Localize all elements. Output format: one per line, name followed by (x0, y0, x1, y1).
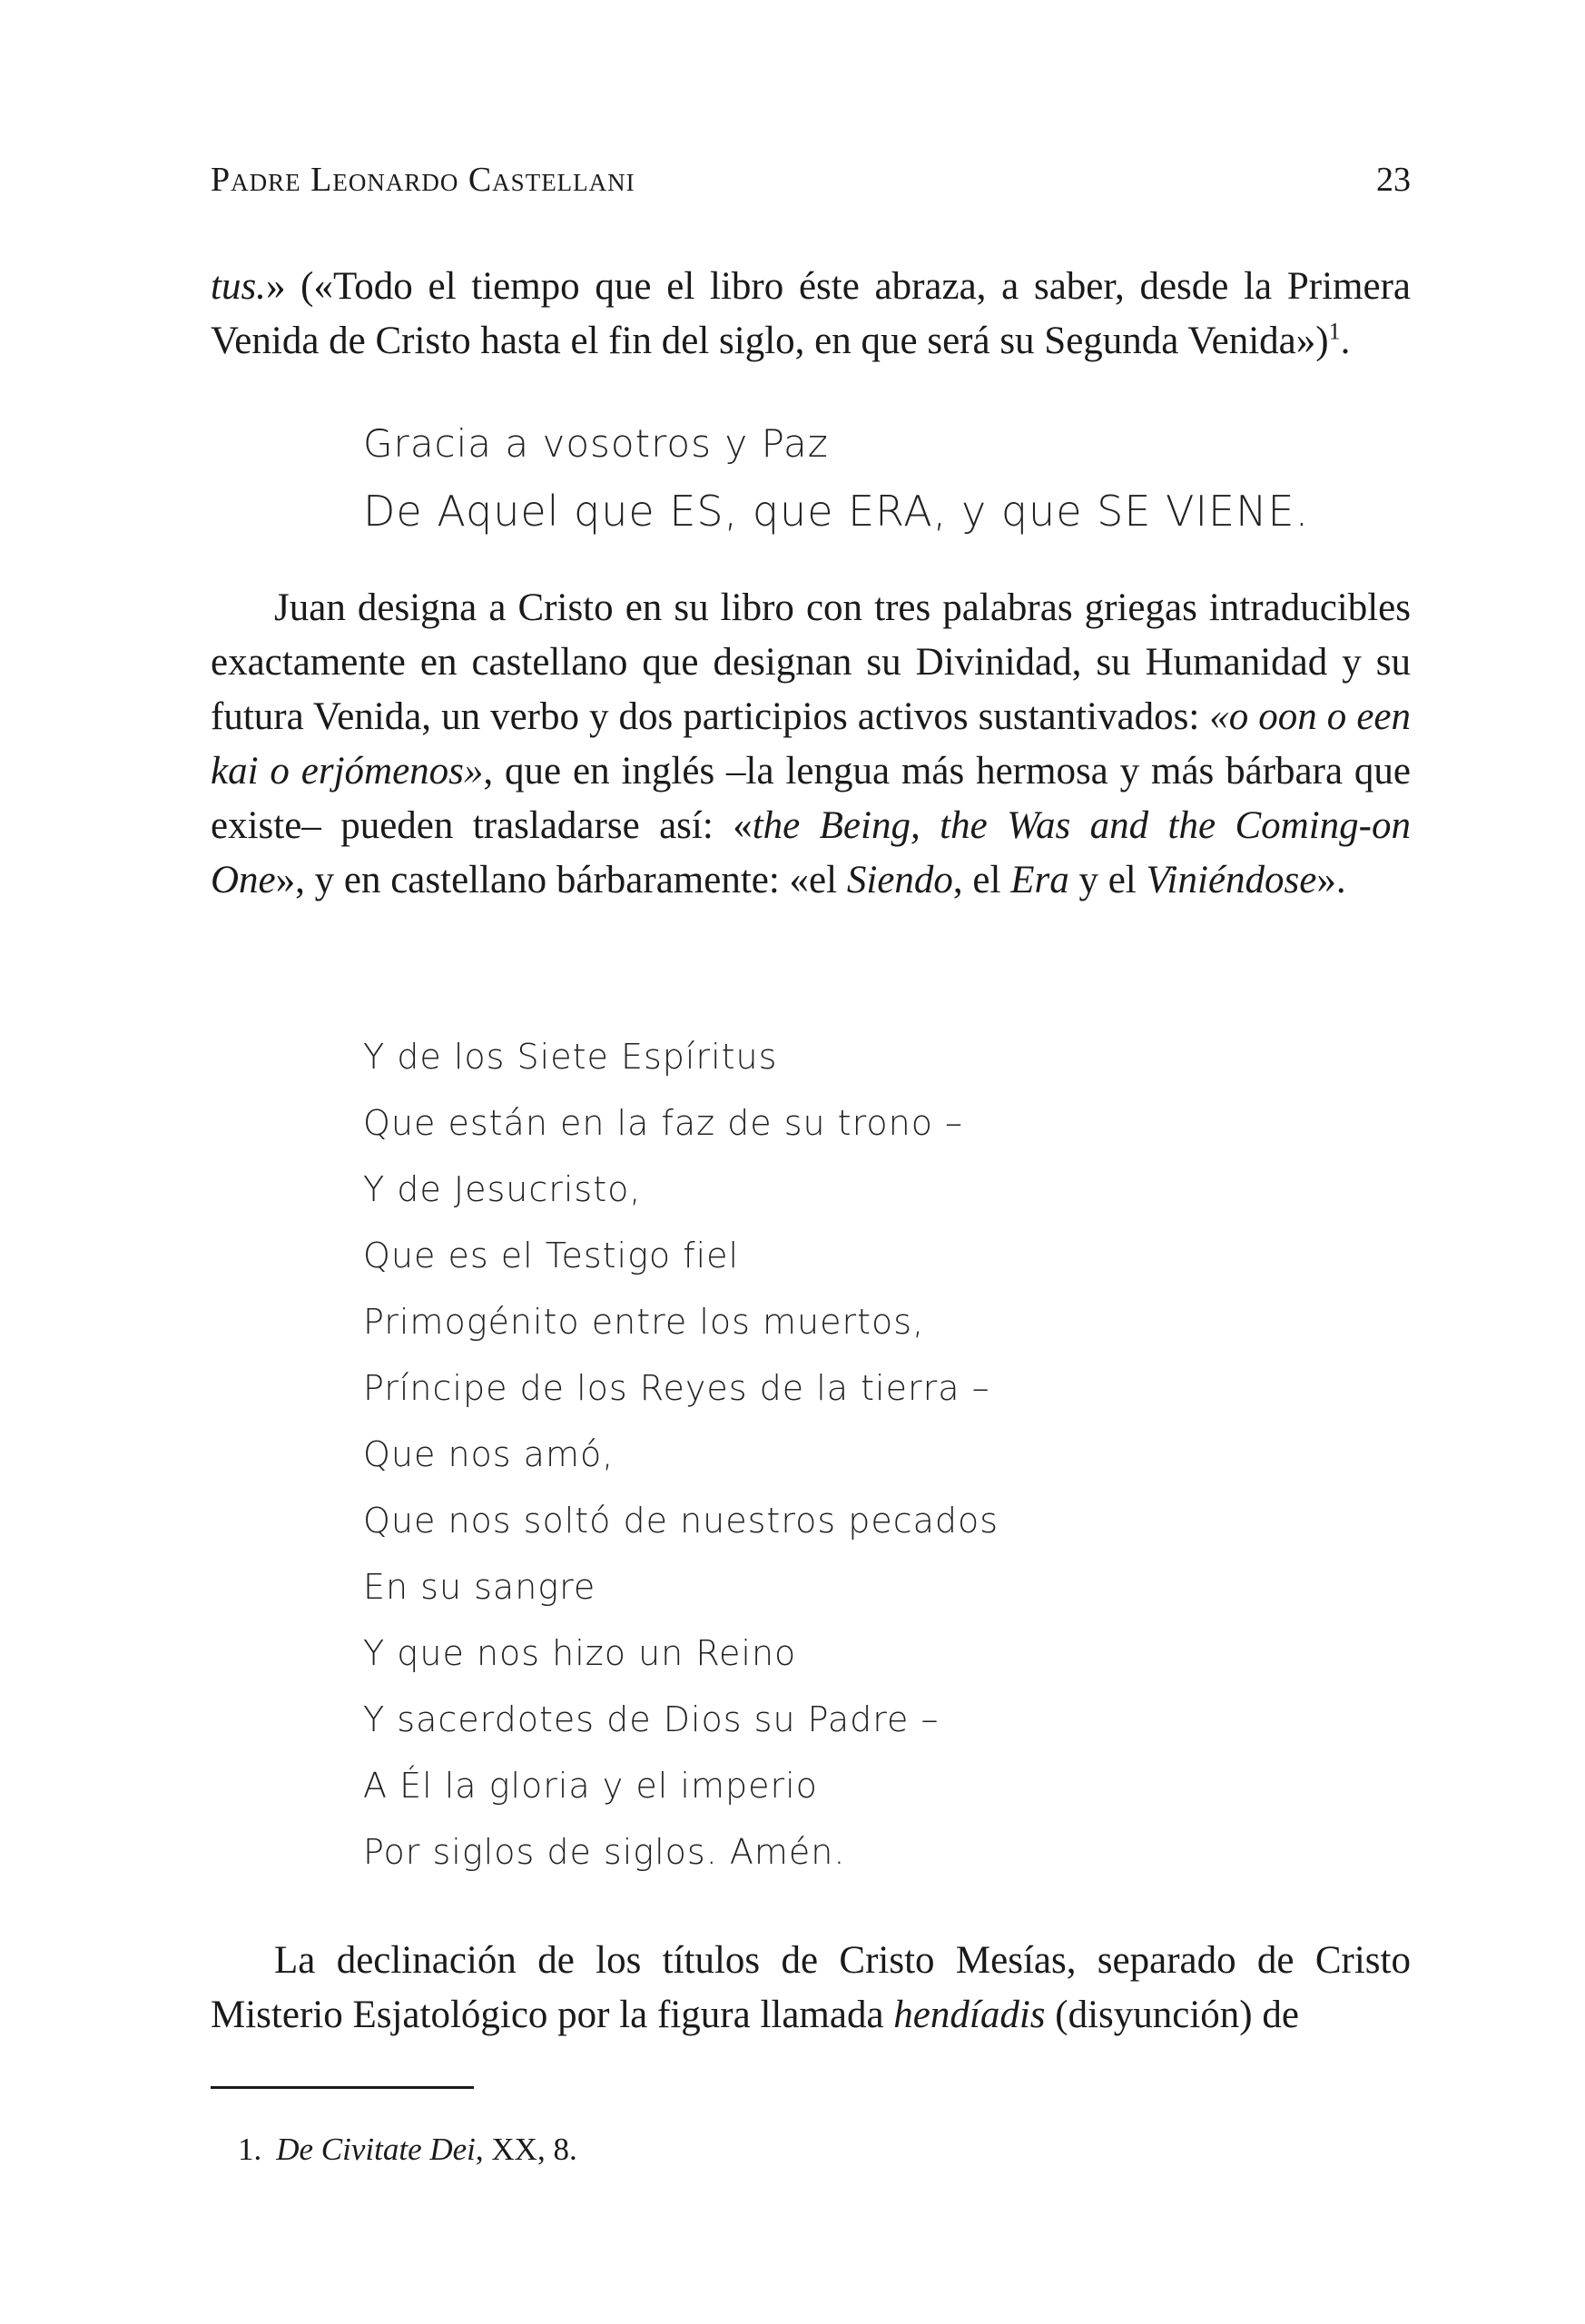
italic-fragment: Viniéndose (1146, 859, 1317, 901)
running-title: Padre Leonardo Castellani (211, 161, 635, 199)
text-fragment: La declinación de los títulos de Cristo Mesías, separado de Cristo Misterio Esjatológico por la figura llamada (211, 1939, 1411, 2036)
paragraph-juan-designa (211, 581, 1411, 908)
text-fragment: Juan designa a Cristo en su libro con tres palabras griegas intraducibles exactamente en castellano que designan su Divinidad, su Humanidad y su futura Venida, un verbo y dos participios activos sustantivados: (211, 586, 1411, 738)
paragraph-declinacion (211, 1934, 1411, 2043)
verse-line: Primogénito entre los muertos, (363, 1302, 925, 1342)
verse-line: En su sangre (363, 1567, 596, 1607)
verse-line: Y de los Siete Espíritus (363, 1037, 778, 1077)
italic-fragment: the Being, the Was and the Coming-on One (211, 804, 1411, 901)
italic-fragment: tus. (211, 265, 266, 308)
verse-block-2 (363, 1024, 999, 1886)
footnote-separator (211, 2086, 474, 2089)
footnote (238, 2130, 577, 2170)
verse-line: Príncipe de los Reyes de la tierra – (363, 1368, 990, 1408)
paragraph-quote-continuation (211, 260, 1411, 369)
text-fragment: , el (952, 859, 1011, 901)
verse-line: A Él la gloria y el imperio (363, 1766, 818, 1806)
verse-line: Que nos soltó de nuestros pecados (363, 1501, 999, 1541)
text-fragment: , que en inglés –la lengua más hermosa y más bárbara que existe– pueden trasladarse así: « (211, 750, 1412, 847)
verse-line: Que nos amó, (363, 1434, 615, 1474)
text-fragment: (disyunción) de (1045, 1994, 1299, 2036)
text-fragment: y el (1068, 859, 1147, 901)
footnote-number: 1. (238, 2132, 262, 2167)
text-fragment: » («Todo el tiempo que el libro éste abraza, a saber, desde la Primera Venida de Cristo hasta el fin del siglo, en que será su Segunda Venida») (211, 265, 1411, 362)
footnote-citation: , XX, 8. (475, 2132, 577, 2167)
italic-fragment: «o oon o een kai o erjómenos» (211, 695, 1411, 793)
running-head (211, 160, 1411, 205)
verse-line: Y que nos hizo un Reino (363, 1633, 797, 1673)
text-fragment: », y en castellano bárbaramente: «el (275, 859, 847, 901)
verse-line: Que están en la faz de su trono – (363, 1103, 964, 1143)
footnote-source-title: De Civitate Dei (276, 2132, 476, 2167)
verse-line: De Aquel que ES, que ERA, y que SE VIENE. (363, 487, 1310, 536)
italic-fragment: hendíadis (893, 1994, 1046, 2036)
verse-line: Por siglos de siglos. Amén. (363, 1832, 846, 1872)
italic-fragment: Era (1010, 859, 1069, 901)
verse-block-1 (363, 410, 1309, 545)
text-fragment: ». (1316, 859, 1346, 901)
italic-fragment: Siendo (846, 859, 953, 901)
verse-line: Y sacerdotes de Dios su Padre – (363, 1699, 940, 1739)
page-number: 23 (1376, 161, 1411, 199)
verse-line: Y de Jesucristo, (363, 1169, 642, 1209)
text-fragment: . (1340, 320, 1351, 362)
footnote-reference[interactable]: 1 (1328, 318, 1341, 345)
verse-line: Que es el Testigo fiel (363, 1236, 740, 1275)
verse-line: Gracia a vosotros y Paz (363, 421, 829, 466)
